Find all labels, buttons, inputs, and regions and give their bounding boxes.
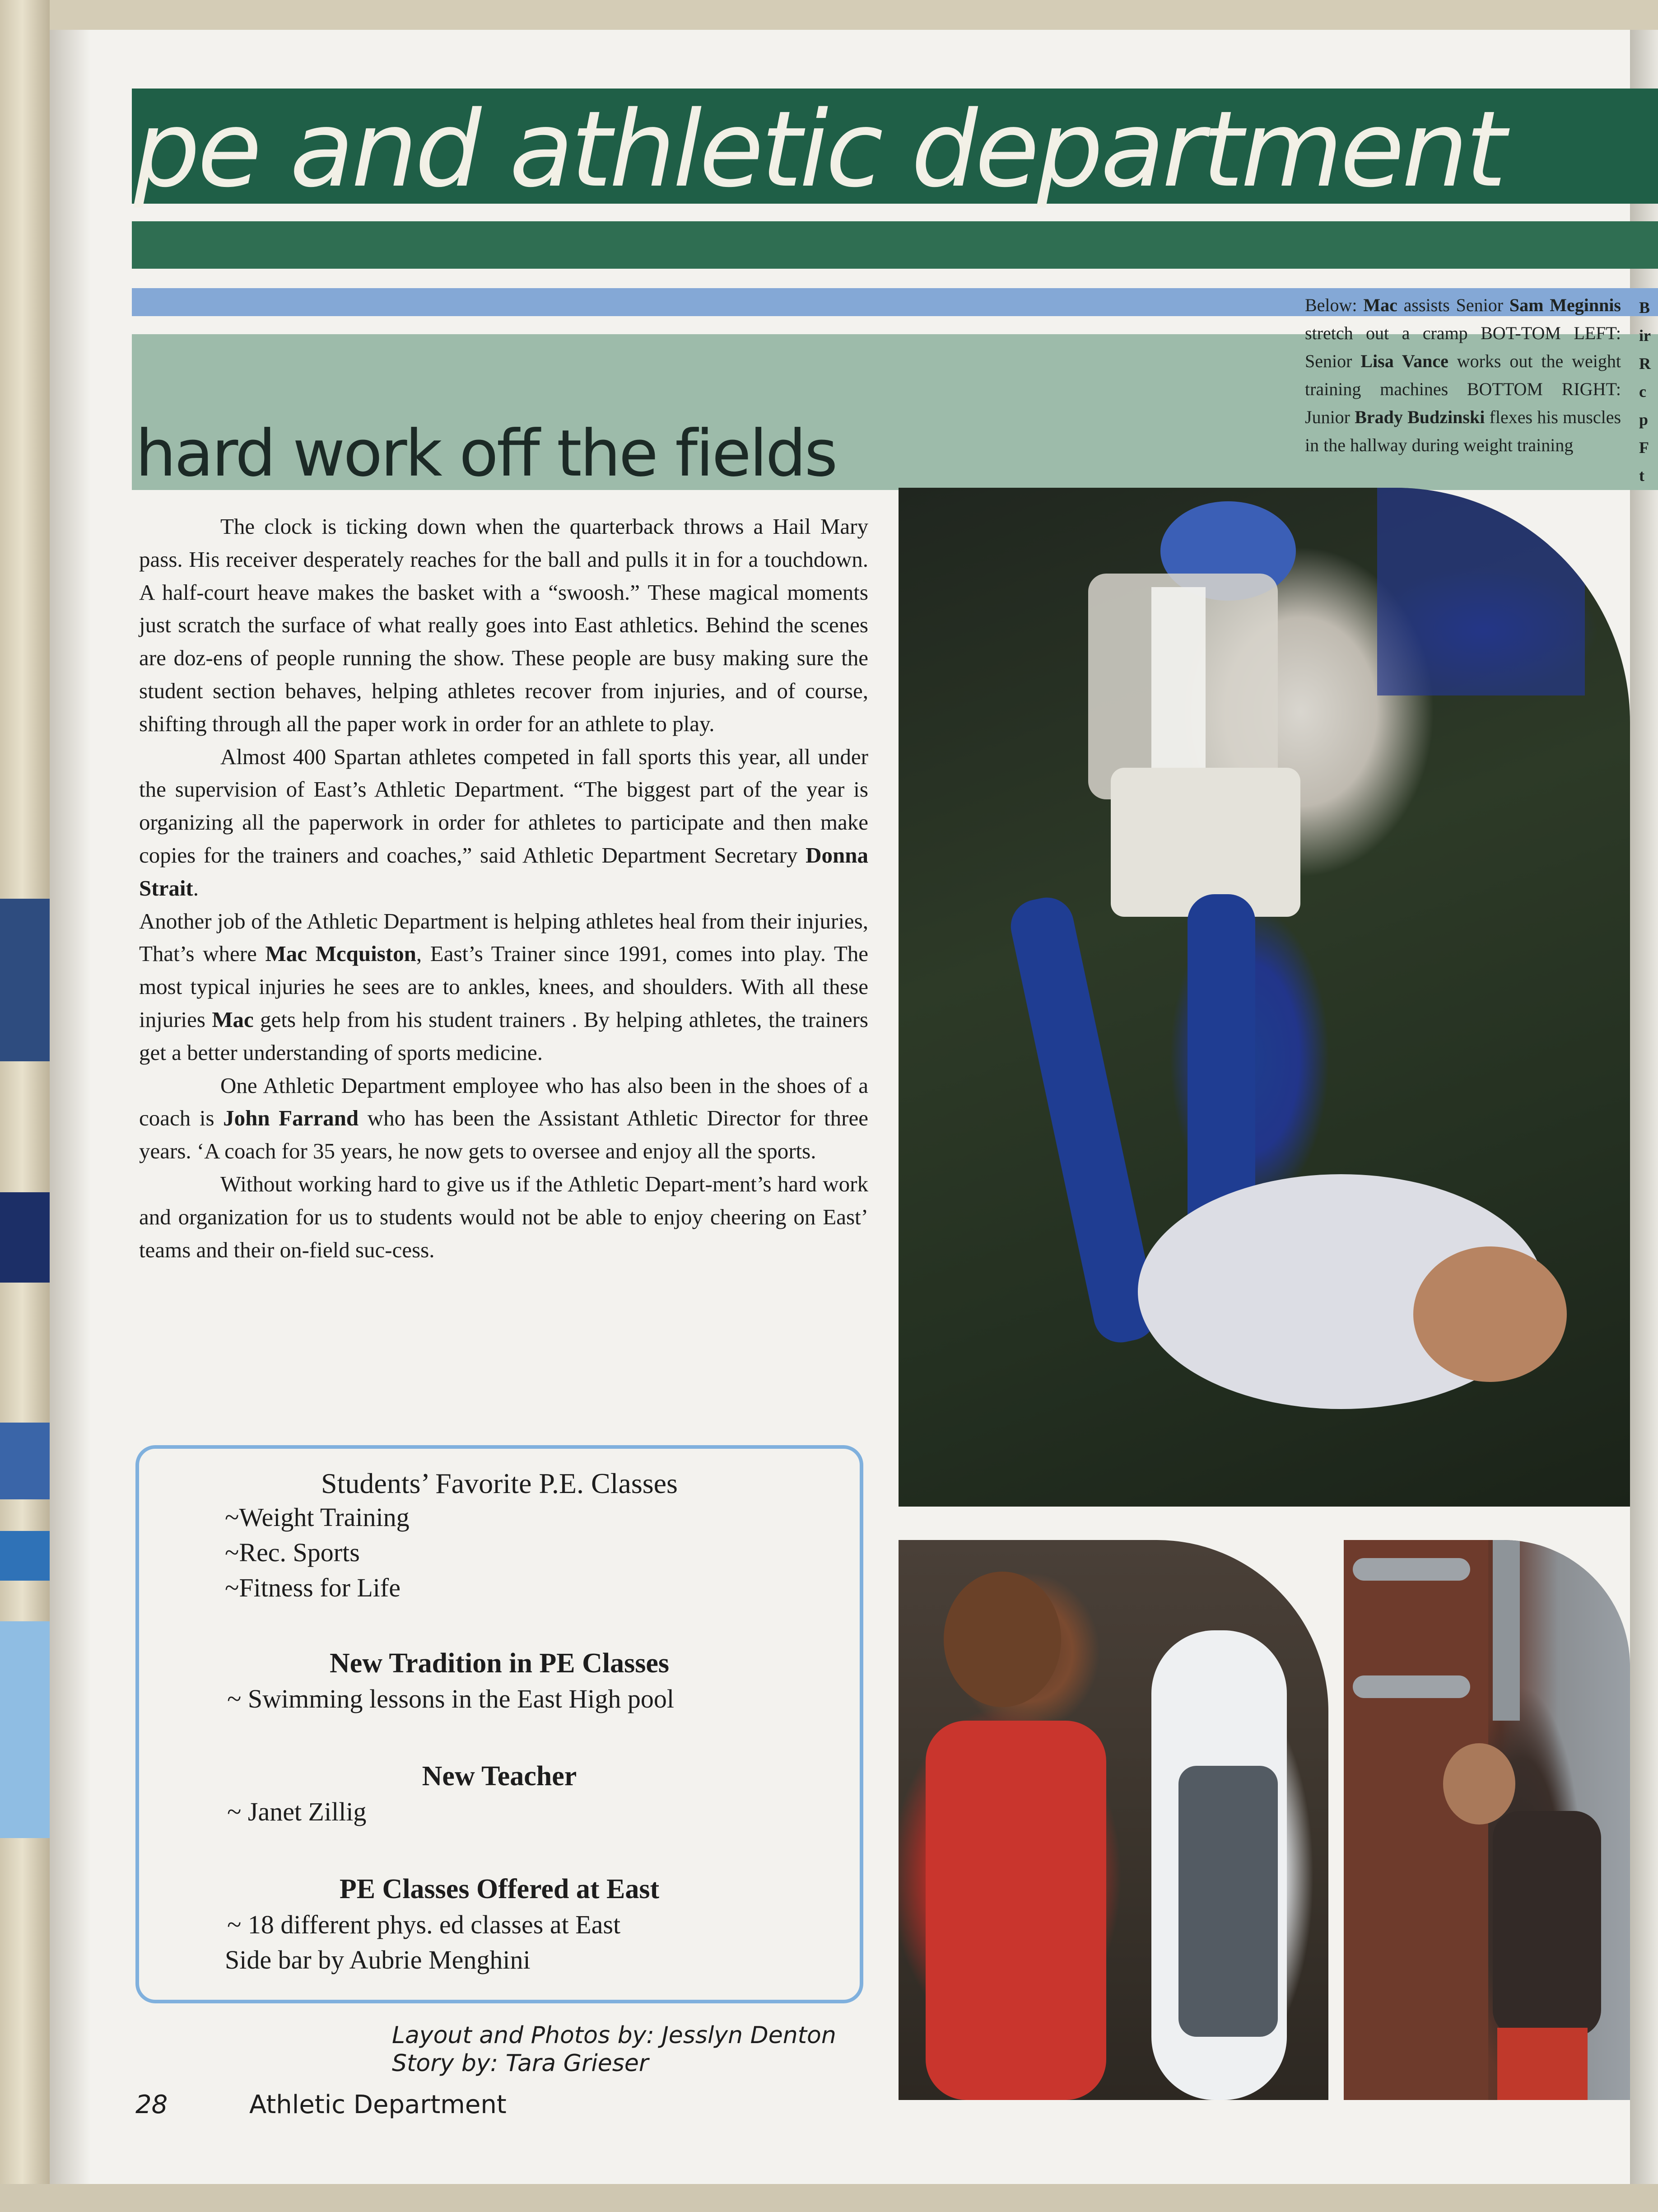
facing-page-cutoff-text xyxy=(1639,294,1658,490)
story-text: The clock is ticking down when the quarterback throws a Hail Mary pass. His receiver desperately reaches for the ball and pulls it in for a touchdown. A half-court heave makes the basket with a “swoosh.” These magical moments just scratch the surface of what really goes into East athletics. Behind the scenes are doz-ens of people running the show. These people are busy making sure the student section behaves, helping athletes recover from injuries, and of course, shifting through all the paper work in order for an athlete to play. xyxy=(139,514,868,736)
credit-layout: Layout and Photos by: Jesslyn Denton xyxy=(392,2022,836,2049)
book-spine xyxy=(0,0,50,2212)
title-band-secondary xyxy=(132,221,1658,269)
sidebar-heading-tradition: New Tradition in PE Classes xyxy=(329,1648,670,1679)
cutoff-letter: p xyxy=(1639,411,1649,429)
cutoff-letter: t xyxy=(1639,467,1644,485)
photo-trainer-stretching-player xyxy=(899,488,1630,1507)
sidebar-heading-favorites: Students’ Favorite P.E. Classes xyxy=(321,1467,678,1499)
shirt-shape xyxy=(1493,1811,1601,2037)
rail-shape xyxy=(1353,1675,1470,1698)
shorts-shape xyxy=(1497,2028,1588,2100)
cutoff-letter: F xyxy=(1639,439,1649,457)
rail-shape xyxy=(1353,1558,1470,1581)
story-text: gets help from his student trainers . By helping athletes, the trainers get a better understanding of sports medicine. xyxy=(139,1007,868,1065)
story-paragraph xyxy=(139,741,868,905)
page-subtitle: hard work off the fields xyxy=(135,416,836,491)
sidebar-box xyxy=(135,1445,863,2003)
sidebar-item: ~ Swimming lessons in the East High pool xyxy=(227,1684,674,1713)
book-top-edge xyxy=(0,0,1658,30)
photo-shapes xyxy=(1344,1540,1630,2100)
book-bottom-edge xyxy=(0,2184,1658,2212)
bar-shape xyxy=(1493,1540,1520,1721)
story-text: who has been the Assistant Athletic Director for three years. ‘A coach for 35 years, he now gets to oversee and enjoy all the sports. xyxy=(139,1106,868,1164)
photo-shapes xyxy=(899,1540,1328,2100)
story-text: Almost 400 Spartan athletes competed in fall sports this year, all under the supervision of East’s Athletic Department. “The biggest part of the year is organizing all the paperwork in order for athletes to participate and then make copies for the trainers and coaches,” said Athletic Department Secretary xyxy=(139,744,868,868)
leg-shape xyxy=(1006,892,1162,1347)
story-text: One Athletic Department employee who has also been in the shoes of a coach is xyxy=(139,1073,868,1131)
story-paragraph xyxy=(139,905,868,1069)
machine-panel-shape xyxy=(1178,1766,1278,2037)
sidebar-item: ~ Janet Zillig xyxy=(227,1797,367,1826)
story-name: Mac Mcquiston xyxy=(265,941,416,966)
story-text: Another job of the Athletic Department is helping athletes heal from their injuries, That’s where xyxy=(139,908,868,966)
caption-name: Sam Meginnis xyxy=(1509,295,1621,315)
shorts-shape xyxy=(1111,768,1300,917)
head-shape xyxy=(1413,1246,1567,1382)
head-shape xyxy=(1443,1743,1515,1825)
caption-text: works out the weight training machines BOTTOM RIGHT: Junior xyxy=(1305,351,1621,427)
sidebar-item: ~ 18 different phys. ed classes at East xyxy=(227,1910,621,1939)
sidebar-item: ~Fitness for Life xyxy=(225,1573,401,1602)
sidebar-item: ~Weight Training xyxy=(225,1503,410,1532)
spine-color-bar xyxy=(0,1621,50,1838)
towel-shape xyxy=(1151,587,1206,777)
cutoff-letter: c xyxy=(1639,383,1646,401)
folio-section: Athletic Department xyxy=(249,2090,507,2119)
spine-color-bar xyxy=(0,1531,50,1581)
photo-weight-training-machine xyxy=(899,1540,1328,2100)
caption-text: flexes his muscles in the hallway during weight training xyxy=(1305,407,1621,455)
caption-name: Mac xyxy=(1363,295,1397,315)
cutoff-letter: B xyxy=(1639,299,1650,317)
credit-story: Story by: Tara Grieser xyxy=(392,2050,649,2077)
credits xyxy=(392,2021,836,2077)
caption-name: Lisa Vance xyxy=(1360,351,1448,371)
story-paragraph xyxy=(139,510,868,741)
sidebar-heading-teacher: New Teacher xyxy=(422,1761,577,1792)
spine-color-bar xyxy=(0,899,50,1061)
background-players-shape xyxy=(1377,488,1585,695)
story-paragraph xyxy=(139,1168,868,1266)
story-paragraph xyxy=(139,1069,868,1168)
sidebar-heading-offered: PE Classes Offered at East xyxy=(339,1874,660,1904)
story-text: Without working hard to give us if the Athletic Depart-ment’s hard work and organization for us to students would not be able to enjoy cheering on East’ teams and their on-field suc-cess. xyxy=(139,1171,868,1262)
cutoff-letter: ir xyxy=(1639,327,1651,345)
story-body xyxy=(139,510,868,1266)
sidebar-byline: Side bar by Aubrie Menghini xyxy=(225,1945,531,1974)
caption-text: Below: xyxy=(1305,295,1364,315)
hair-shape xyxy=(944,1572,1061,1707)
caption-name: Brady Budzinski xyxy=(1355,407,1485,427)
photo-caption xyxy=(1305,291,1621,459)
photo-shapes xyxy=(899,488,1630,1507)
page-title: pe and athletic department xyxy=(134,89,1504,210)
shirt-shape xyxy=(926,1721,1106,2100)
story-name: Donna Strait xyxy=(139,842,868,901)
cutoff-letter: R xyxy=(1639,355,1651,373)
story-text: . xyxy=(193,875,199,901)
story-text: , East’s Trainer since 1991, comes into play. The most typical injuries he sees are to ankles, knees, and shoulders. With all these injuries xyxy=(139,941,868,1032)
photo-student-flexing-hallway xyxy=(1344,1540,1630,2100)
caption-text: stretch out a cramp BOT-TOM LEFT: Senior xyxy=(1305,323,1621,371)
story-name: John Farrand xyxy=(223,1106,359,1131)
gutter-shadow xyxy=(50,30,90,2184)
spine-color-bar xyxy=(0,1192,50,1283)
spine-color-bar xyxy=(0,1423,50,1499)
story-name: Mac xyxy=(212,1007,254,1032)
page-number: 28 xyxy=(135,2090,168,2119)
sidebar-item: ~Rec. Sports xyxy=(225,1538,360,1567)
caption-text: assists Senior xyxy=(1397,295,1509,315)
